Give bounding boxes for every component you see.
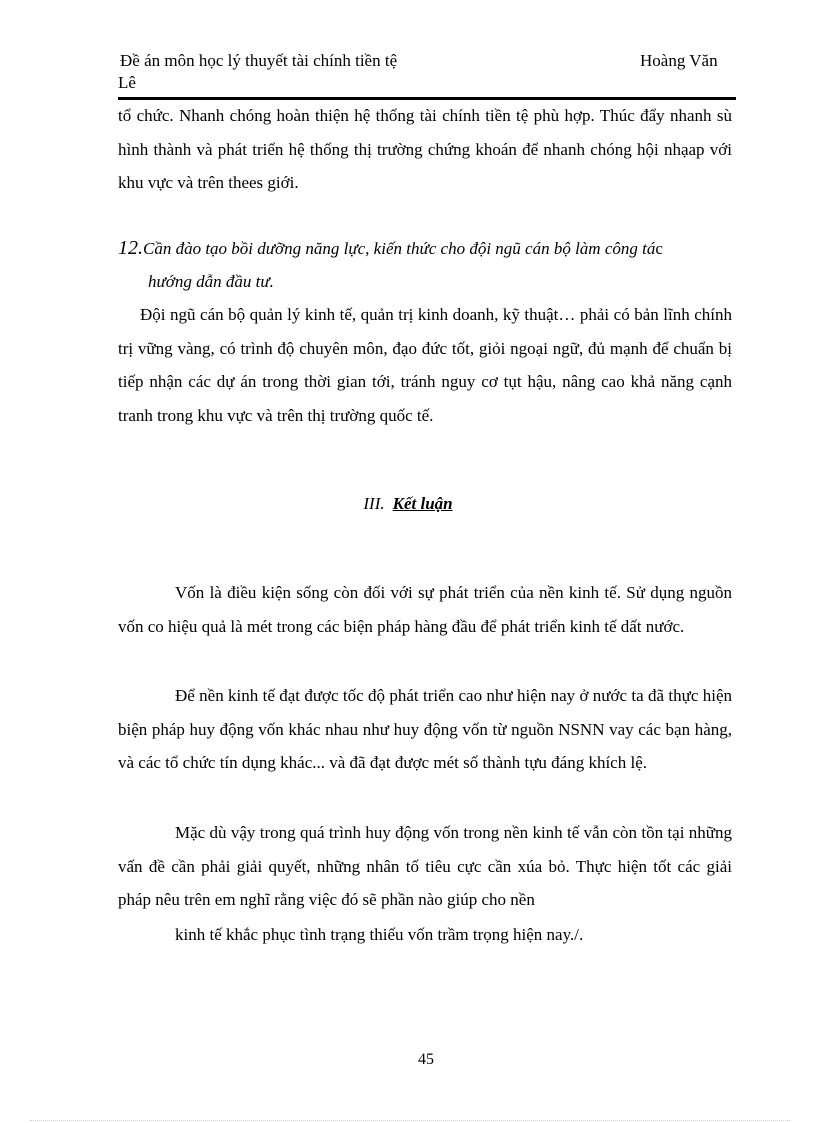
header-author-wrap: Lê xyxy=(118,73,136,92)
section-number: III. xyxy=(363,494,385,513)
paragraph-4: Để nền kinh tế đạt được tốc độ phát triển cao như hiện nay ở nước ta đã thực hiện biện pháp huy động vốn khác nhau như huy động vốn từ nguồn NSNN vay các bạn hàng, và các tổ chức tín dụng khác... và đã đạt được mét số thành tựu đáng khích lệ. xyxy=(118,686,732,772)
header-author: Hoàng Văn xyxy=(640,51,718,70)
paragraph-3: Vốn là điều kiện sống còn đối với sự phát triển của nền kinh tế. Sử dụng nguồn vốn co hiệu quả là mét trong các biện pháp hàng đầu để phát triển kinh tế dất nước. xyxy=(118,583,732,636)
section-heading xyxy=(0,492,816,516)
header-title: Đề án môn học lý thuyết tài chính tiền tệ xyxy=(120,51,398,70)
item-12-heading xyxy=(118,232,758,298)
page-number: 45 xyxy=(418,1051,434,1068)
item-12-line1-tail: c xyxy=(655,239,663,258)
item-12-line2: hướng dẫn đầu tư. xyxy=(148,272,274,291)
paragraph-6: kinh tế khắc phục tình trạng thiếu vốn trầm trọng hiện nay./. xyxy=(175,925,584,944)
footer-dotted-rule xyxy=(30,1120,790,1121)
paragraph-2: Đội ngũ cán bộ quản lý kinh tế, quản trị kinh doanh, kỹ thuật… phải có bản lĩnh chính trị vững vàng, có trình độ chuyên môn, đạo đức tốt, giỏi ngoại ngữ, đủ mạnh để chuẩn bị tiếp nhận các dự án trong thời gian tới, tránh nguy cơ tụt hậu, nâng cao khả năng cạnh tranh trong khu vực và trên thị trường quốc tế. xyxy=(118,305,732,425)
item-12-number: 12. xyxy=(118,237,143,259)
item-12-line1: Cần đào tạo bồi dưỡng năng lực, kiến thức cho đội ngũ cán bộ làm công tá xyxy=(143,239,656,258)
paragraph-5: Mặc dù vậy trong quá trình huy động vốn trong nền kinh tế vẫn còn tồn tại những vấn đề cần phải giải quyết, những nhân tố tiêu cực cần xúa bỏ. Thực hiện tốt các giải pháp nêu trên em nghĩ rằng việc đó sẽ phần nào giúp cho nền xyxy=(118,823,732,909)
section-title: Kết luận xyxy=(392,494,453,513)
paragraph-1: tổ chức. Nhanh chóng hoàn thiện hệ thống tài chính tiền tệ phù hợp. Thúc đẩy nhanh sù hình thành và phát triển hệ thống thị trường chứng khoán để nhanh chóng hội nhạap với khu vực và trên thees giới. xyxy=(118,106,732,192)
